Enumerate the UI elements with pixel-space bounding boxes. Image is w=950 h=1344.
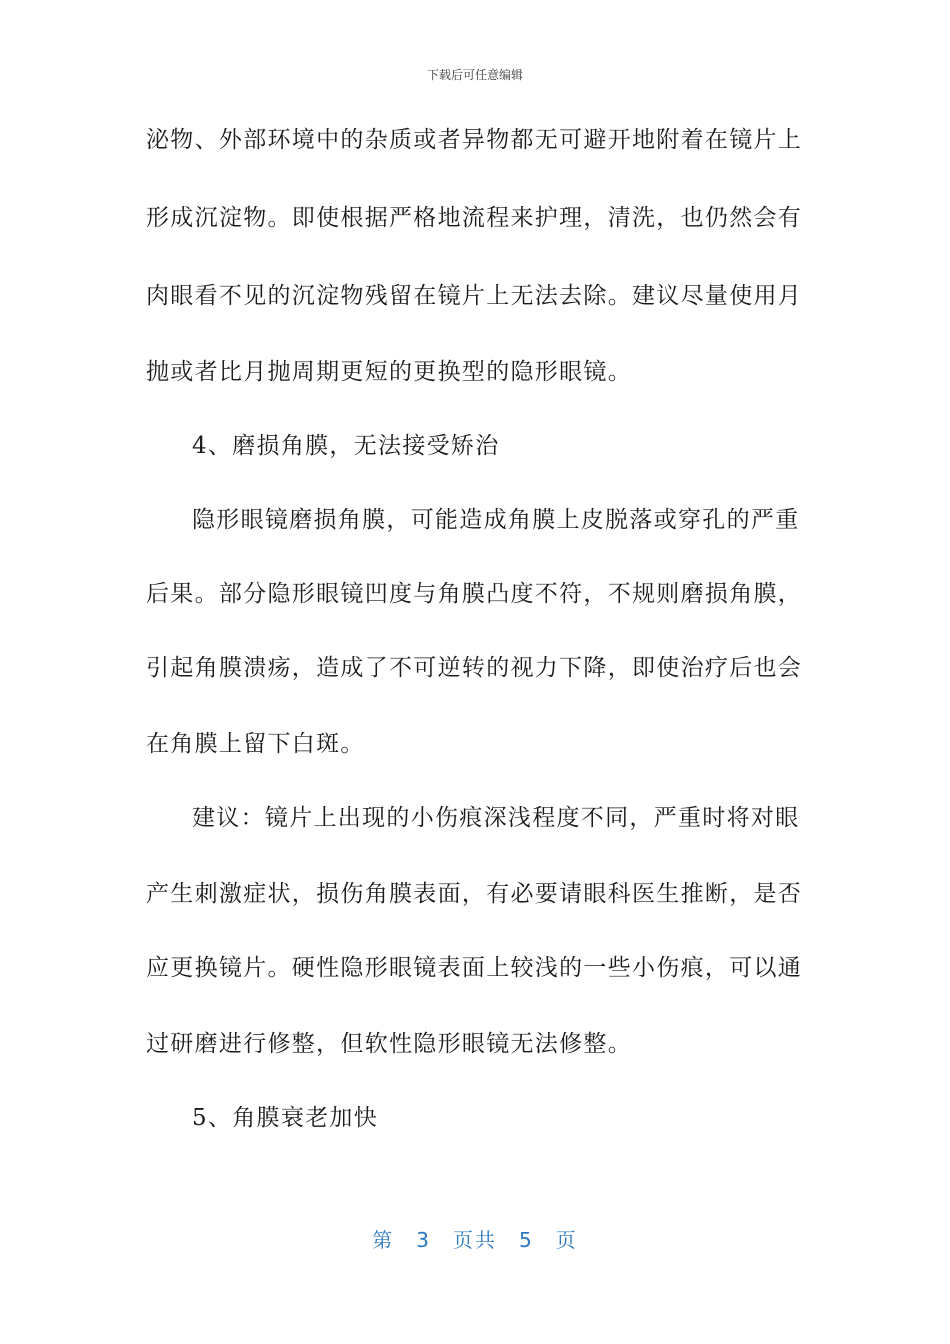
body-line-3: 肉眼看不见的沉淀物残留在镜片上无法去除。建议尽量使用月 [146, 283, 803, 309]
body-line-12: 应更换镜片。硬性隐形眼镜表面上较浅的一些小伤痕，可以通 [146, 955, 803, 981]
footer-prefix: 第 [372, 1228, 395, 1252]
body-line-9: 在角膜上留下白斑。 [146, 731, 365, 757]
page-number-footer [0, 1224, 950, 1253]
page-header: 下载后可任意编辑 [426, 68, 523, 82]
body-line-7: 后果。部分隐形眼镜凹度与角膜凸度不符，不规则磨损角膜， [146, 581, 803, 607]
body-line-11: 产生刺激症状，损伤角膜表面，有必要请眼科医生推断，是否 [146, 881, 803, 907]
body-line-10: 建议：镜片上出现的小伤痕深浅程度不同，严重时将对眼 [192, 805, 800, 831]
section-heading-4: 4、磨损角膜，无法接受矫治 [192, 433, 500, 459]
footer-middle: 页共 [453, 1228, 497, 1252]
body-line-2: 形成沉淀物。即使根据严格地流程来护理，清洗，也仍然会有 [146, 205, 803, 231]
body-line-1: 泌物、外部环境中的杂质或者异物都无可避开地附着在镜片上 [146, 127, 803, 153]
total-pages-number: 5 [519, 1228, 534, 1252]
body-line-4: 抛或者比月抛周期更短的更换型的隐形眼镜。 [146, 359, 632, 385]
section-heading-5: 5、角膜衰老加快 [192, 1105, 379, 1131]
body-line-8: 引起角膜溃疡，造成了不可逆转的视力下降，即使治疗后也会 [146, 655, 803, 681]
footer-suffix: 页 [555, 1228, 578, 1252]
body-line-13: 过研磨进行修整，但软性隐形眼镜无法修整。 [146, 1031, 632, 1057]
current-page-number: 3 [416, 1228, 431, 1252]
body-line-6: 隐形眼镜磨损角膜，可能造成角膜上皮脱落或穿孔的严重 [192, 507, 800, 533]
